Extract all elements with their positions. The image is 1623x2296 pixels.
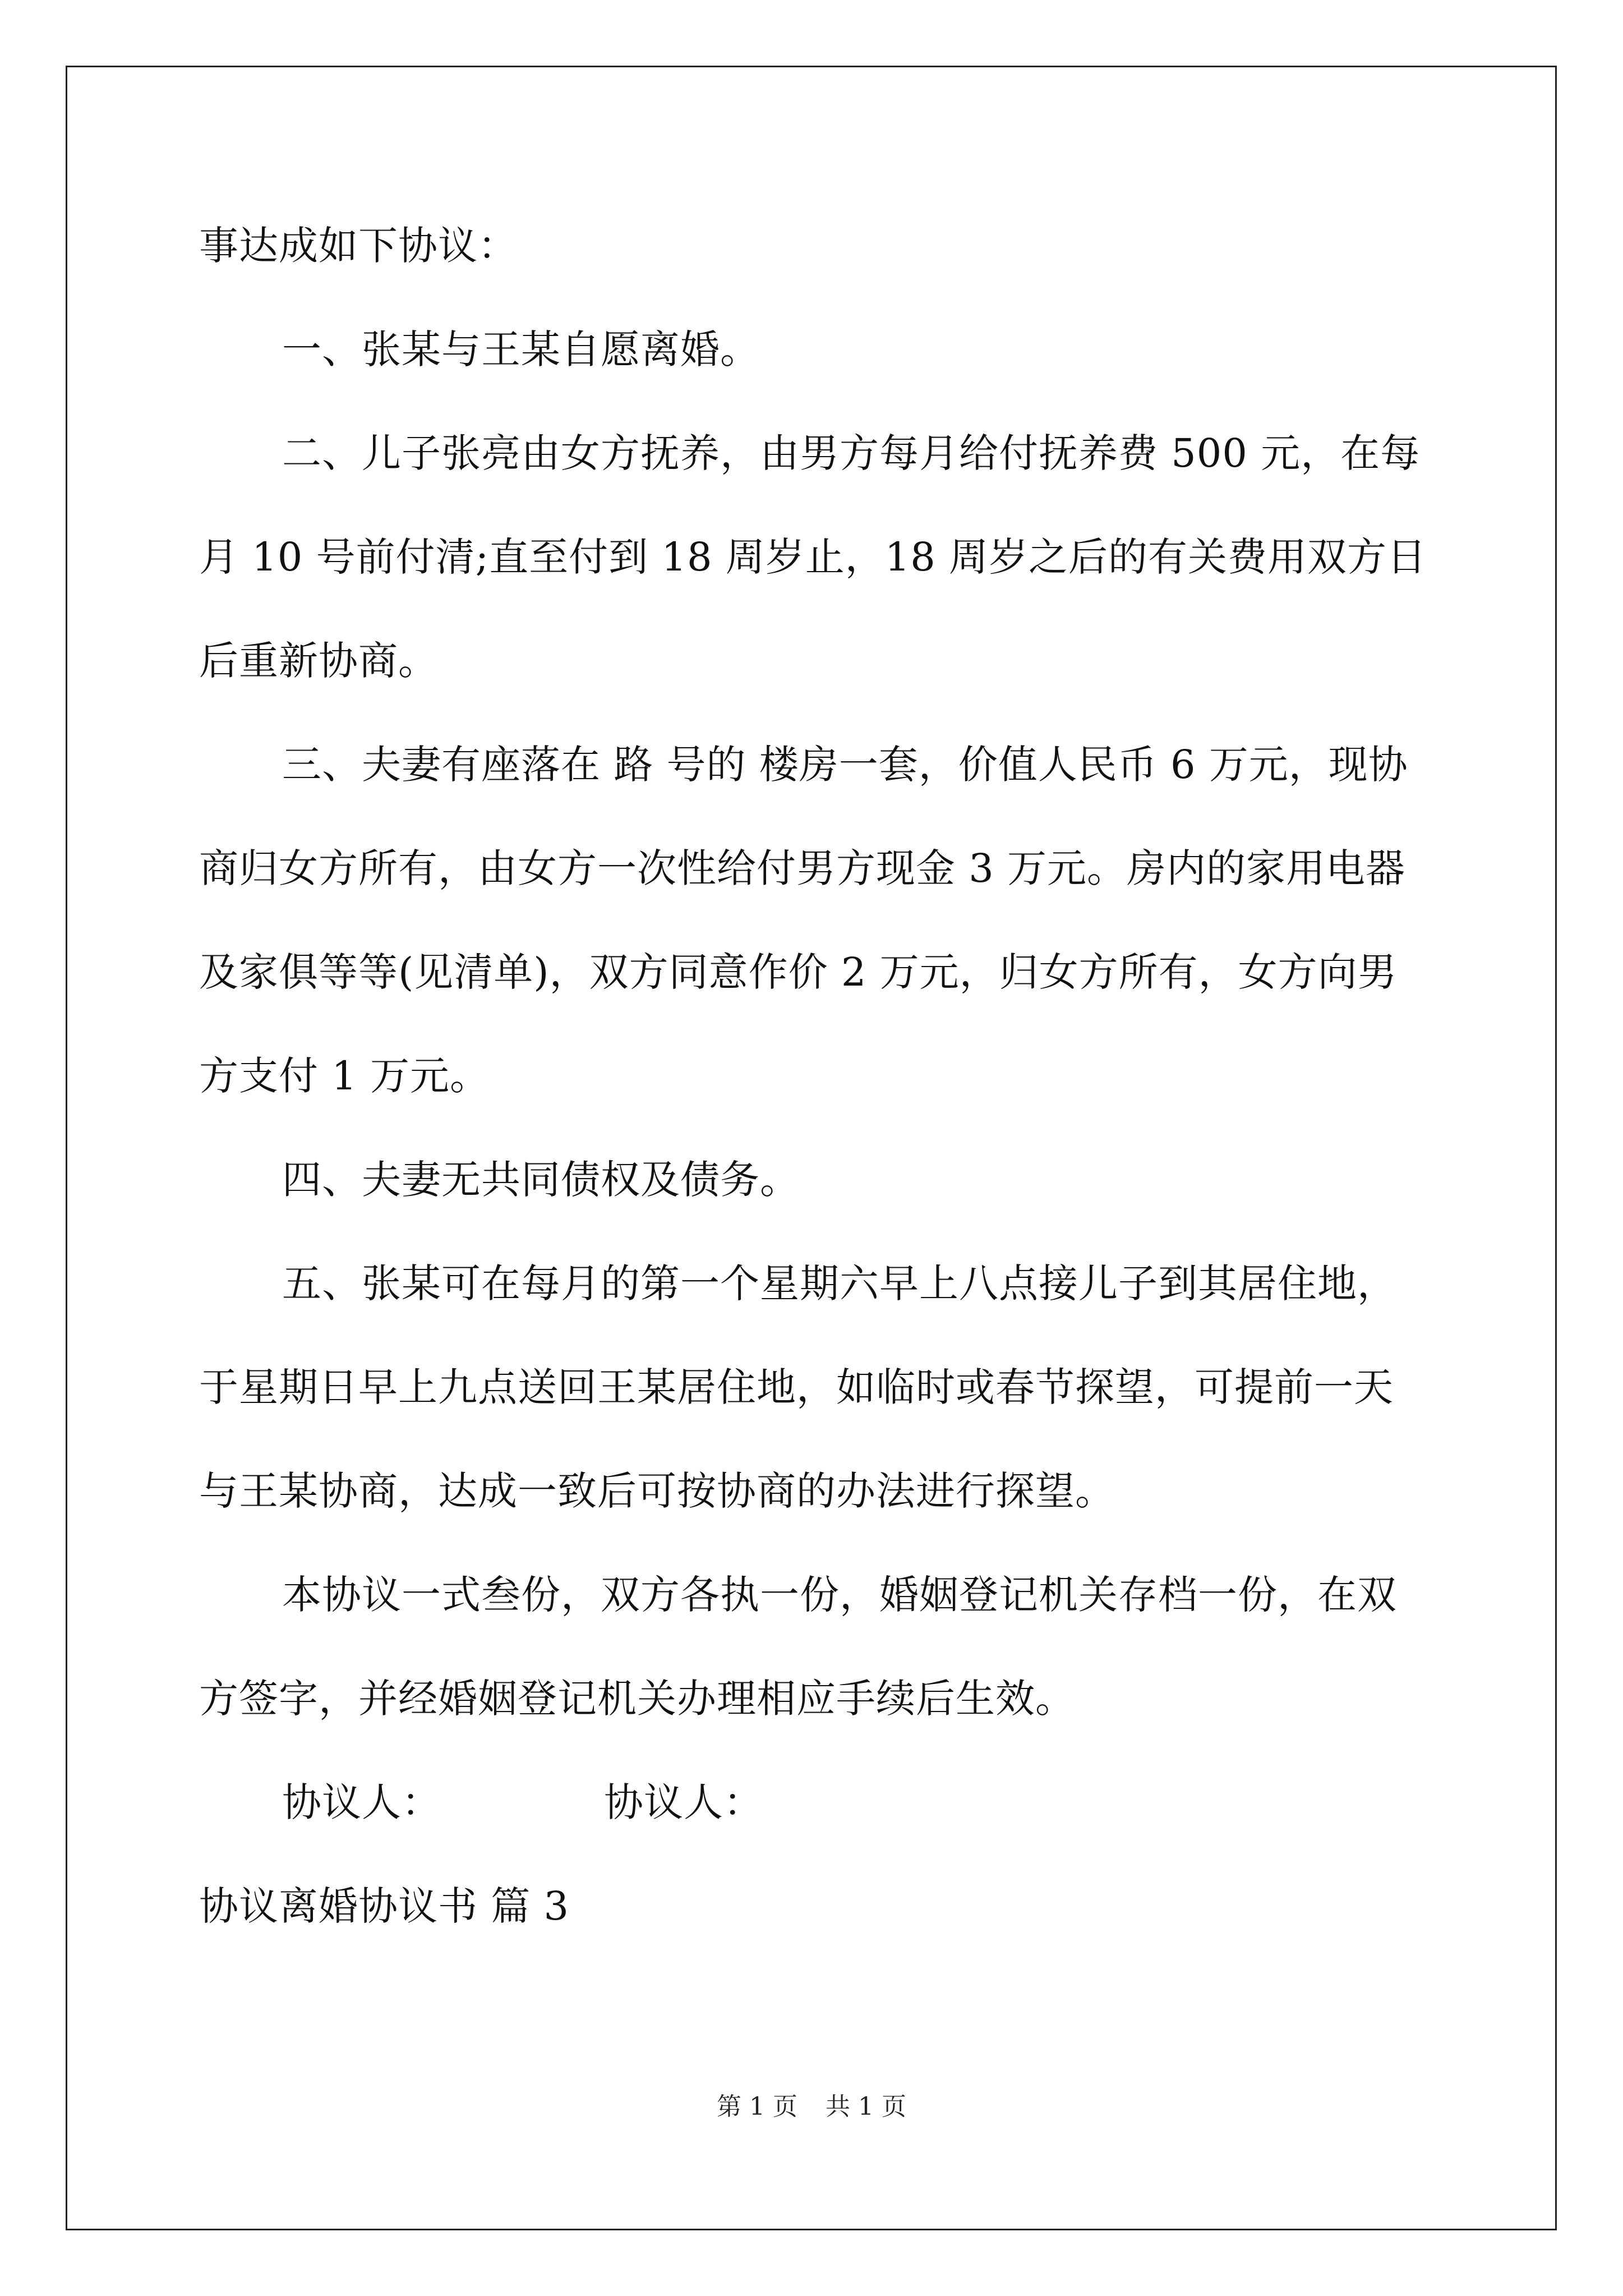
paragraph-intro: 事达成如下协议： [199, 223, 518, 269]
clause-3-line-4: 方支付 1 万元。 [199, 1053, 490, 1099]
signature-party-a: 协议人： [282, 1779, 441, 1825]
clause-5-line-2: 于星期日早上九点送回王某居住地，如临时或春节探望，可提前一天 [199, 1364, 1394, 1410]
clause-5-line-1: 五、张某可在每月的第一个星期六早上八点接儿子到其居住地， [282, 1260, 1397, 1306]
clause-5-line-3: 与王某协商，达成一致后可按协商的办法进行探望。 [199, 1468, 1115, 1514]
validity-line-1: 本协议一式叁份，双方各执一份，婚姻登记机关存档一份，在双 [282, 1572, 1397, 1618]
clause-4: 四、夫妻无共同债权及债务。 [282, 1157, 800, 1203]
clause-1: 一、张某与王某自愿离婚。 [282, 326, 760, 372]
next-section-heading: 协议离婚协议书 篇 3 [199, 1883, 570, 1929]
signature-line [282, 1774, 763, 1830]
clause-3-line-1: 三、夫妻有座落在 路 号的 楼房一套，价值人民币 6 万元，现协 [282, 742, 1408, 788]
page-current: 第 1 页 [717, 2092, 797, 2121]
clause-2-line-2: 月 10 号前付清;直至付到 18 周岁止，18 周岁之后的有关费用双方日 [199, 534, 1427, 580]
signature-party-b: 协议人： [604, 1779, 763, 1825]
validity-line-2: 方签字，并经婚姻登记机关办理相应手续后生效。 [199, 1676, 1075, 1722]
clause-3-line-2: 商归女方所有，由女方一次性给付男方现金 3 万元。房内的家用电器 [199, 845, 1406, 891]
page-footer [0, 2090, 1623, 2124]
page-total: 共 1 页 [826, 2092, 906, 2121]
clause-2-line-3: 后重新协商。 [199, 638, 438, 684]
clause-3-line-3: 及家俱等等(见清单)，双方同意作价 2 万元，归女方所有，女方向男 [199, 949, 1398, 995]
clause-2-line-1: 二、儿子张亮由女方抚养，由男方每月给付抚养费 500 元，在每 [282, 430, 1421, 476]
